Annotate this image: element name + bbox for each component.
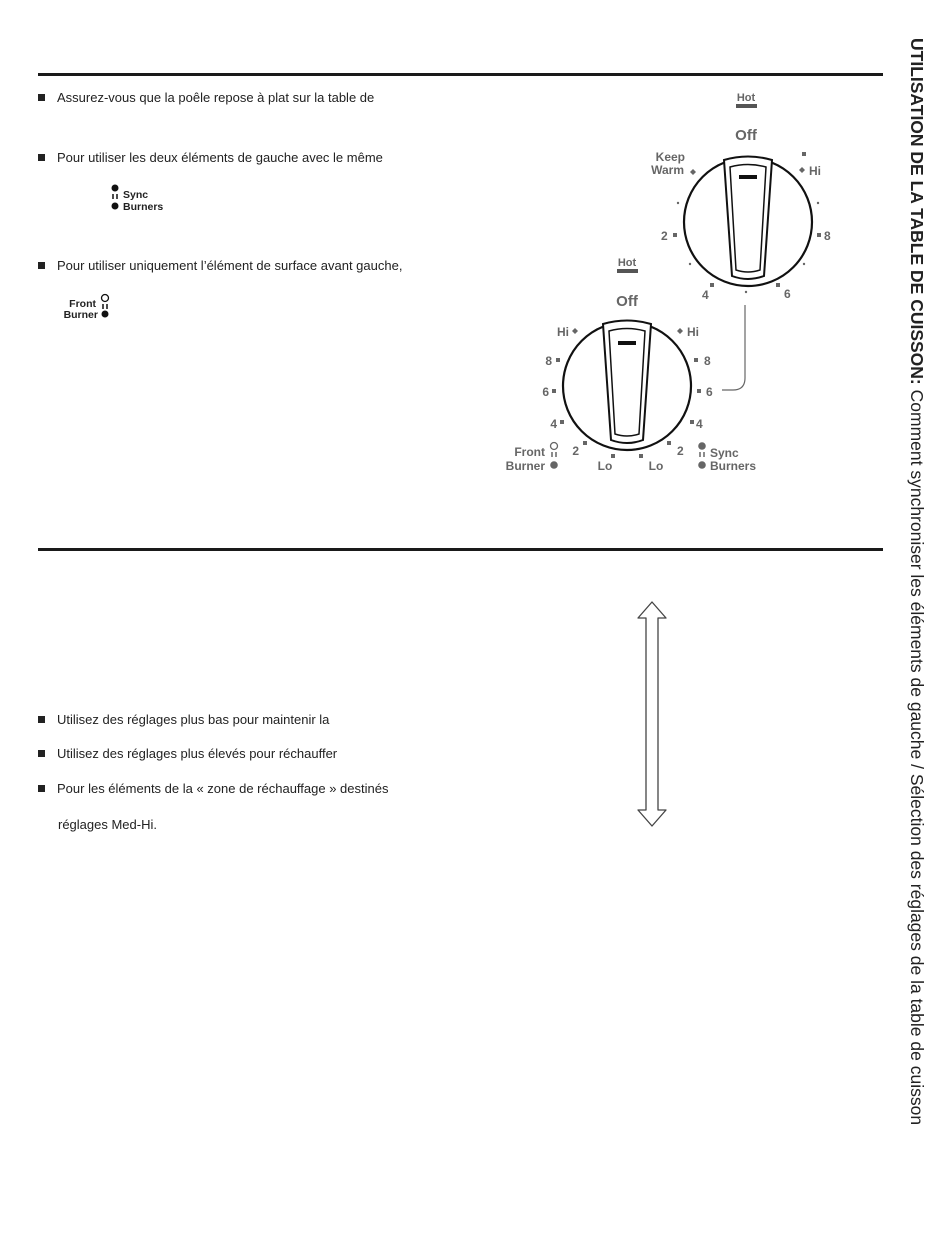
bottom-hot-label: Hot [617, 257, 637, 269]
bottom-lo-right-label: Lo [648, 459, 664, 473]
side-title-bold: UTILISATION DE LA TABLE DE CUISSON: [907, 38, 927, 385]
warm-label: Warm [651, 163, 684, 177]
bullet-continuation: réglages Med-Hi. [58, 817, 157, 832]
bottom-hot-indicator [617, 269, 638, 273]
bottom-knob-pointer [618, 341, 636, 345]
top-hi-label: Hi [809, 164, 821, 178]
bullet-item: Assurez-vous que la poêle repose à plat sur la table de [38, 90, 374, 106]
bullet-square [38, 785, 45, 792]
bullet-square [38, 154, 45, 161]
keep-label: Keep [655, 150, 685, 164]
sync-icon-label: Sync [123, 189, 149, 201]
top-4-label: 4 [702, 288, 709, 302]
bottom-8-left-label: 8 [545, 354, 552, 368]
connector-line [722, 305, 745, 390]
dial-burner-label: Burner [505, 459, 545, 473]
bottom-hi-right-label: Hi [687, 325, 699, 339]
bullet-item: Utilisez des réglages plus bas pour maintenir la [38, 712, 329, 728]
bottom-off-label: Off [616, 293, 638, 310]
top-2-label: 2 [661, 229, 668, 243]
dial-sync-label: Sync [710, 446, 739, 460]
front-icon-label: Front [69, 298, 96, 310]
bullet-square [38, 750, 45, 757]
bullet-item: Utilisez des réglages plus élevés pour réchauffer [38, 746, 337, 762]
bullet-square [38, 716, 45, 723]
bullet-item: Pour les éléments de la « zone de réchauffage » destinés [38, 781, 388, 797]
bullet-square [38, 262, 45, 269]
burners-icon-label: Burners [123, 201, 164, 213]
top-6-label: 6 [784, 287, 791, 301]
top-8-label: 8 [824, 229, 831, 243]
control-knobs-illustration [490, 80, 850, 490]
section-divider-top [38, 73, 883, 76]
bullet-item: Pour utiliser uniquement l’élément de surface avant gauche, [38, 258, 402, 274]
top-off-label: Off [735, 127, 757, 144]
sync-burners-icon [108, 182, 178, 214]
top-hot-label: Hot [736, 92, 756, 104]
bottom-8-right-label: 8 [704, 354, 711, 368]
bottom-2-right-label: 2 [677, 444, 684, 458]
top-knob[interactable] [651, 92, 831, 302]
double-arrow-icon [634, 600, 670, 828]
dial-burners-label: Burners [710, 459, 757, 473]
bottom-hi-left-label: Hi [557, 325, 569, 339]
bullet-item: Pour utiliser les deux éléments de gauche avec le même [38, 150, 383, 166]
bottom-4-right-label: 4 [696, 417, 703, 431]
bottom-4-left-label: 4 [550, 417, 557, 431]
bottom-2-left-label: 2 [572, 444, 579, 458]
front-burner-icon [58, 292, 118, 324]
section-divider-middle [38, 548, 883, 551]
bullet-square [38, 94, 45, 101]
bottom-6-left-label: 6 [542, 385, 549, 399]
bottom-lo-left-label: Lo [597, 459, 613, 473]
side-title [905, 38, 935, 1198]
side-title-rest: Comment synchroniser les éléments de gauche / Sélection des réglages de la table de cuisson [907, 384, 927, 1126]
bottom-6-right-label: 6 [706, 385, 713, 399]
burner-icon-label: Burner [63, 309, 98, 321]
top-knob-pointer [739, 175, 757, 179]
bottom-knob[interactable] [506, 257, 757, 473]
top-hot-indicator [736, 104, 757, 108]
dial-front-label: Front [514, 445, 545, 459]
